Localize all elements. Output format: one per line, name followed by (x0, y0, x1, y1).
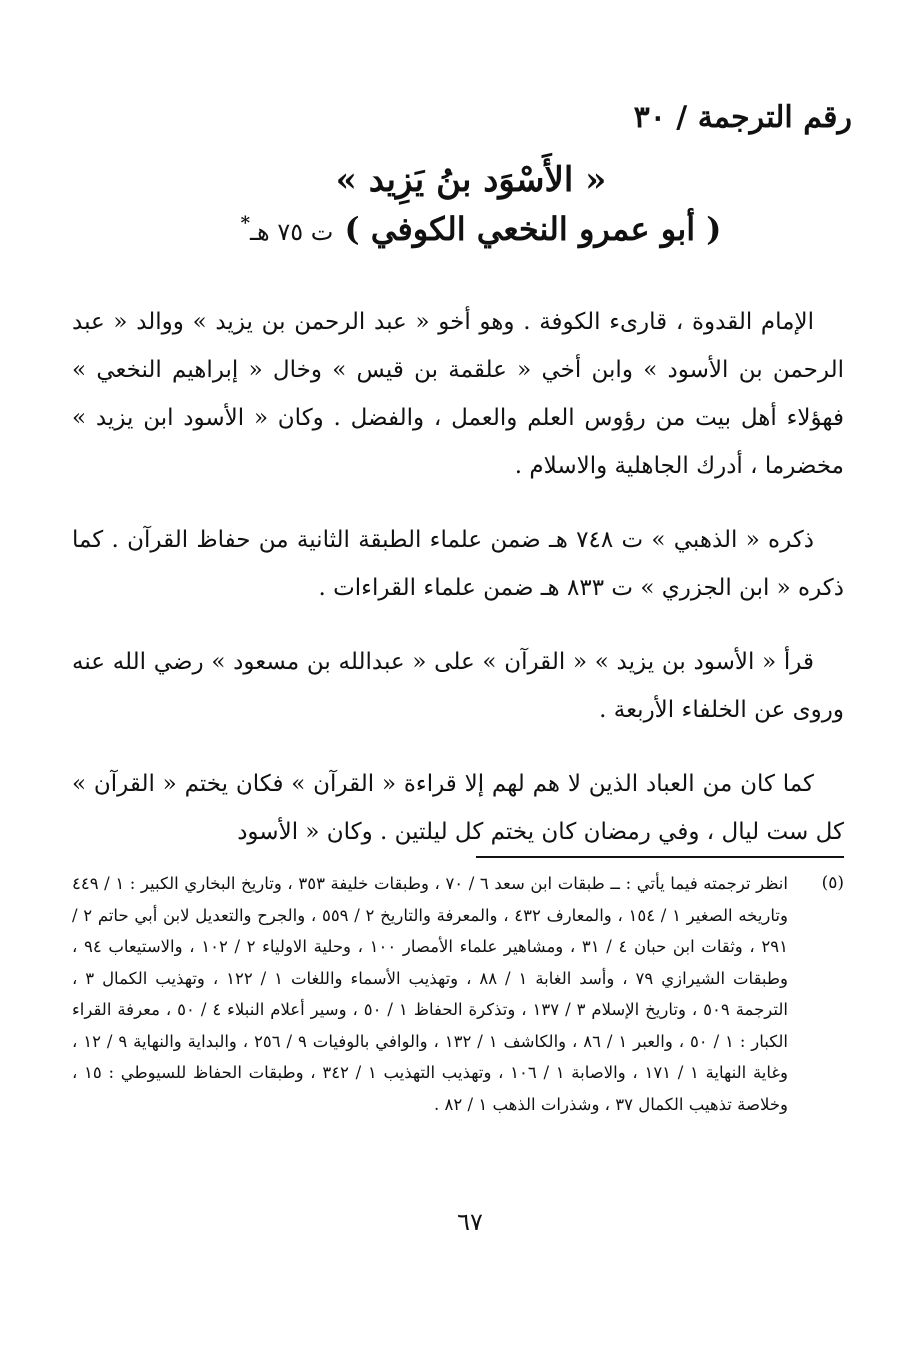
biography-kunya: ( أبو عمرو النخعي الكوفي ) (344, 210, 722, 248)
biography-title-name: « الأَسْوَد بنُ يَزِيد » (335, 160, 607, 200)
page-number: ٦٧ (457, 1208, 483, 1236)
body-paragraph: الإمام القدوة ، قارىء الكوفة . وهو أخو « عبد الرحمن بن يزيد » ووالد « عبد الرحمن بن الأسود » وابن أخي « علقمة بن قيس » وخال « إبراهيم النخعي » فهؤلاء أهل بيت من رؤوس العلم والعمل ، والفضل . وكان « الأسود ابن يزيد » مخضرما ، أدرك الجاهلية والاسلام . (72, 309, 844, 479)
biography-title-kunya-line (0, 210, 922, 248)
biography-body (72, 298, 844, 882)
body-paragraph: كما كان من العباد الذين لا هم لهم إلا قراءة « القرآن » فكان يختم « القرآن » كل ست ليال ، وفي رمضان كان يختم كل ليلتين . وكان « الأسود (72, 771, 844, 845)
footnote-separator (476, 856, 844, 858)
body-paragraph: ذكره « الذهبي » ت ٧٤٨ هـ ضمن علماء الطبقة الثانية من حفاظ القرآن . كما ذكره « ابن الجزري » ت ٨٣٣ هـ ضمن علماء القراءات . (72, 527, 844, 601)
body-paragraph: قرأ « الأسود بن يزيد » « القرآن » على « عبدالله بن مسعود » رضي الله عنه وروى عن الخلفاء الأربعة . (72, 649, 844, 723)
footnote (72, 868, 844, 1120)
death-date: ت ٧٥ هـ (250, 218, 334, 246)
footnote-reference-mark: * (240, 212, 251, 234)
biography-number: رقم الترجمة / ٣٠ (633, 100, 852, 135)
footnote-text: انظر ترجمته فيما يأتي : ــ طبقات ابن سعد ٦ / ٧٠ ، وطبقات خليفة ٣٥٣ ، وتاريخ البخاري الكبير : ١ / ٤٤٩ وتاريخه الصغير ١ / ١٥٤ ، والمعارف ٤٣٢ ، والمعرفة والتاريخ ٢ / ٥٥٩ ، والجرح والتعديل لابن أبي حاتم ٢ / ٢٩١ ، وثقات ابن حبان ٤ / ٣١ ، ومشاهير علماء الأمصار ١٠٠ ، وحلية الاولياء ٢ / ١٠٢ ، والاستيعاب ٩٤ ، وطبقات الشيرازي ٧٩ ، وأسد الغابة ١ / ٨٨ ، وتهذيب الأسماء واللغات ١ / ١٢٢ ، وتهذيب الكمال ٣ ، الترجمة ٥٠٩ ، وتاريخ الإسلام ٣ / ١٣٧ ، وتذكرة الحفاظ ١ / ٥٠ ، وسير أعلام النبلاء ٤ / ٥٠ ، معرفة القراء الكبار : ١ / ٥٠ ، والعبر ١ / ٨٦ ، والكاشف ١ / ١٣٢ ، والوافي بالوفيات ٩ / ٢٥٦ ، والبداية والنهاية ٩ / ١٢ ، وغاية النهاية ١ / ١٧١ ، والاصابة ١ / ١٠٦ ، وتهذيب التهذيب ١ / ٣٤٢ ، وطبقات الحفاظ للسيوطي : ١٥ ، وخلاصة تذهيب الكمال ٣٧ ، وشذرات الذهب ١ / ٨٢ . (72, 874, 789, 1114)
footnote-marker: (٥) (821, 873, 844, 893)
